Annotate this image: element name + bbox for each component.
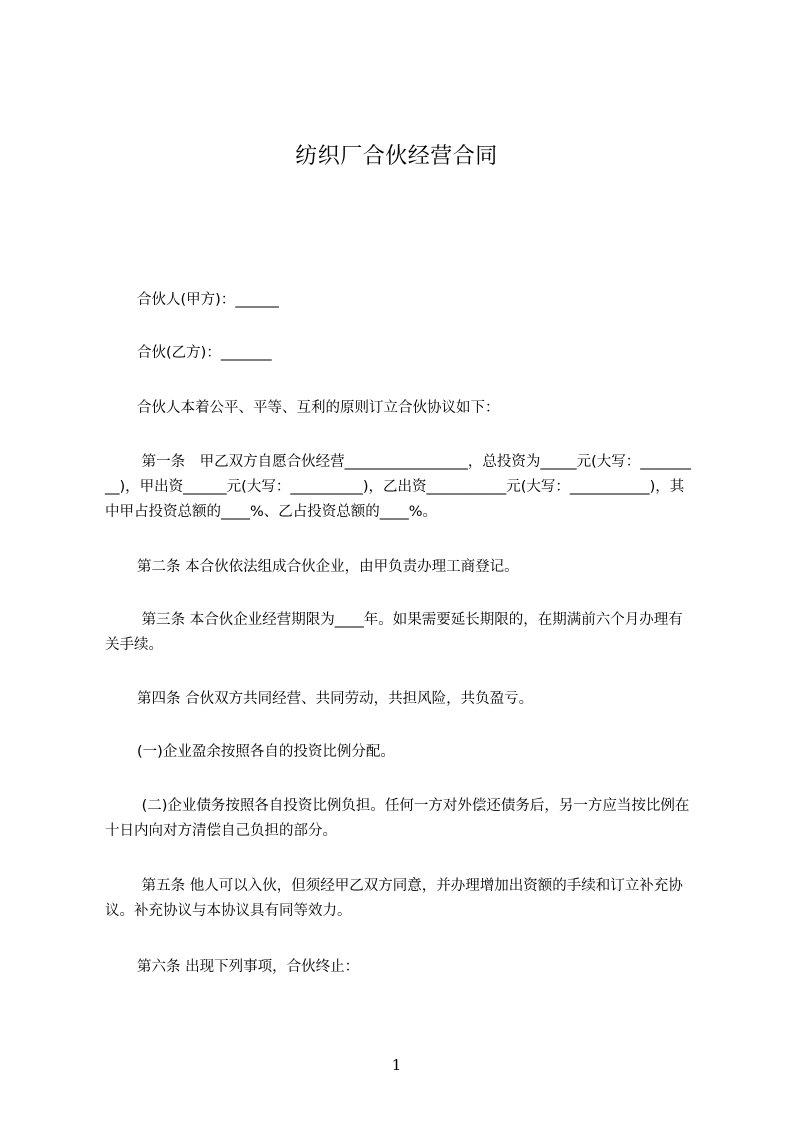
- article-5: 第五条 他人可以入伙，但须经甲乙双方同意，并办理增加出资额的手续和订立补充协议。补充协议与本协议具有同等效力。: [105, 878, 683, 919]
- document-title: 纺织厂合伙经营合同: [295, 144, 498, 169]
- article-6: 第六条 出现下列事项，合伙终止：: [137, 959, 360, 975]
- preamble: 合伙人本着公平、平等、互利的原则订立合伙协议如下：: [137, 400, 500, 416]
- article-1: 第一条 甲乙双方自愿合伙经营_________________，总投资为_____元(大写：_________)，甲出资______元(大写：__________)，乙出资___________元(大写：___________)，其中甲占投资总额的____%、乙占投资总额的____%。: [105, 454, 692, 520]
- partner-b-line: 合伙(乙方)：_______: [137, 345, 272, 361]
- clause-4-1: (一)企业盈余按照各自的投资比例分配。: [137, 744, 395, 760]
- page-number: 1: [391, 1056, 402, 1074]
- article-4: 第四条 合伙双方共同经营、共同劳动，共担风险，共负盈亏。: [137, 691, 534, 707]
- clause-4-2: (二)企业债务按照各自投资比例负担。任何一方对外偿还债务后，另一方应当按比例在十日内向对方清偿自己负担的部分。: [105, 798, 690, 839]
- partner-a-line: 合伙人(甲方)：______: [137, 292, 279, 308]
- article-2: 第二条 本合伙依法组成合伙企业，由甲负责办理工商登记。: [137, 559, 519, 575]
- article-3: 第三条 本合伙企业经营期限为____年。如果需要延长期限的，在期满前六个月办理有关手续。: [105, 612, 683, 653]
